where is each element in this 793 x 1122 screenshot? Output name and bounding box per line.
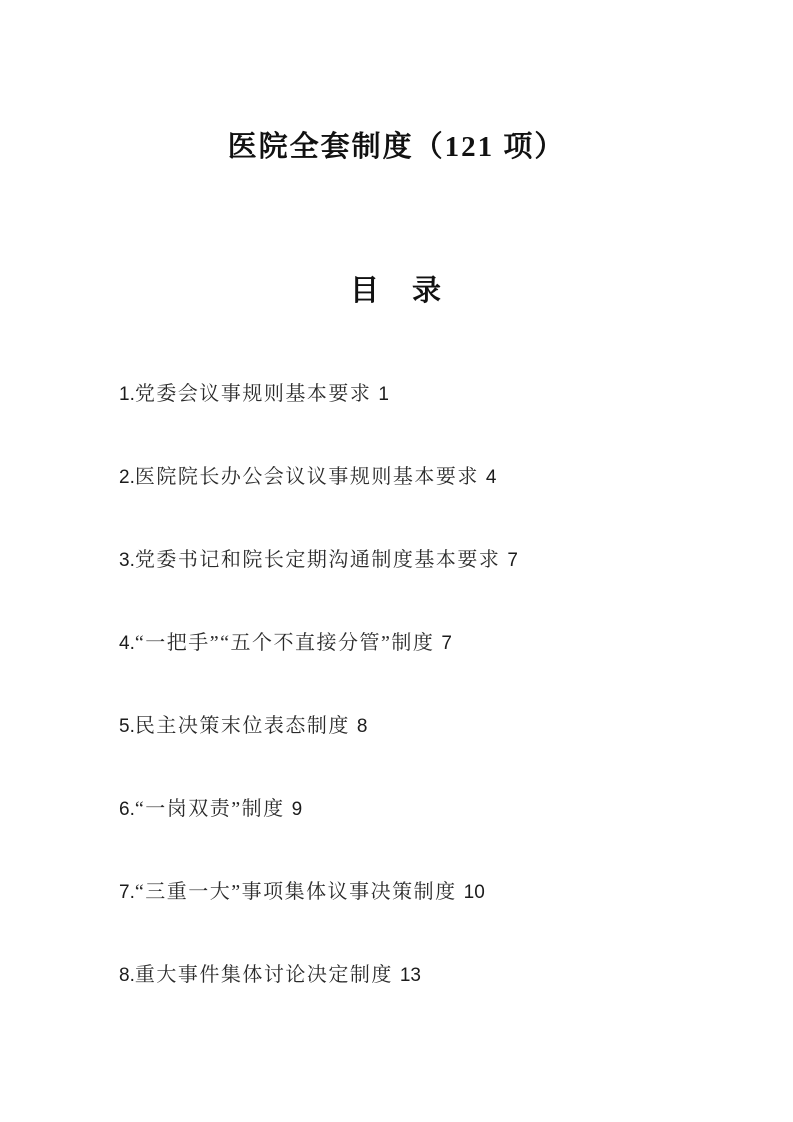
toc-item-number: 1. [119,384,135,405]
document-title: 医院全套制度（121 项） [227,131,566,163]
toc-list [119,382,733,1046]
toc-item[interactable] [119,963,733,988]
toc-item-title: 党委会议事规则基本要求 [134,383,372,405]
toc-item[interactable] [119,548,733,573]
toc-item-page-number: 7 [441,633,452,654]
toc-item[interactable] [119,465,733,490]
toc-item-number: 3. [119,550,135,571]
toc-item-page-number: 9 [291,799,303,820]
toc-item-title: 医院院长办公会议议事规则基本要求 [134,466,479,488]
toc-item-number: 2. [119,467,135,488]
toc-item-number: 4. [119,633,135,654]
toc-item[interactable] [119,382,733,407]
toc-item-page-number: 4 [485,467,497,488]
toc-item-page-number: 8 [356,716,368,737]
toc-item-page-number: 10 [463,882,485,903]
toc-item-title: “一岗双责”制度 [134,798,285,820]
toc-item-title: “三重一大”事项集体议事决策制度 [134,881,457,903]
toc-item-page-number: 7 [507,550,518,571]
toc-item-title: 党委书记和院长定期沟通制度基本要求 [134,549,501,571]
toc-item-number: 6. [119,799,135,820]
toc-item-number: 8. [119,965,135,986]
toc-item[interactable] [119,714,733,739]
toc-item-title: “一把手”“五个不直接分管”制度 [134,632,435,654]
toc-item[interactable] [119,631,733,656]
toc-heading: 目 录 [349,275,443,307]
toc-item-page-number: 1 [378,384,389,405]
toc-item-title: 重大事件集体讨论决定制度 [134,964,393,986]
toc-item-page-number: 13 [399,965,421,986]
toc-item-number: 5. [119,716,135,737]
toc-item-number: 7. [119,882,135,903]
toc-item-title: 民主决策末位表态制度 [134,715,350,737]
toc-item[interactable] [119,797,733,822]
toc-item[interactable] [119,880,733,905]
